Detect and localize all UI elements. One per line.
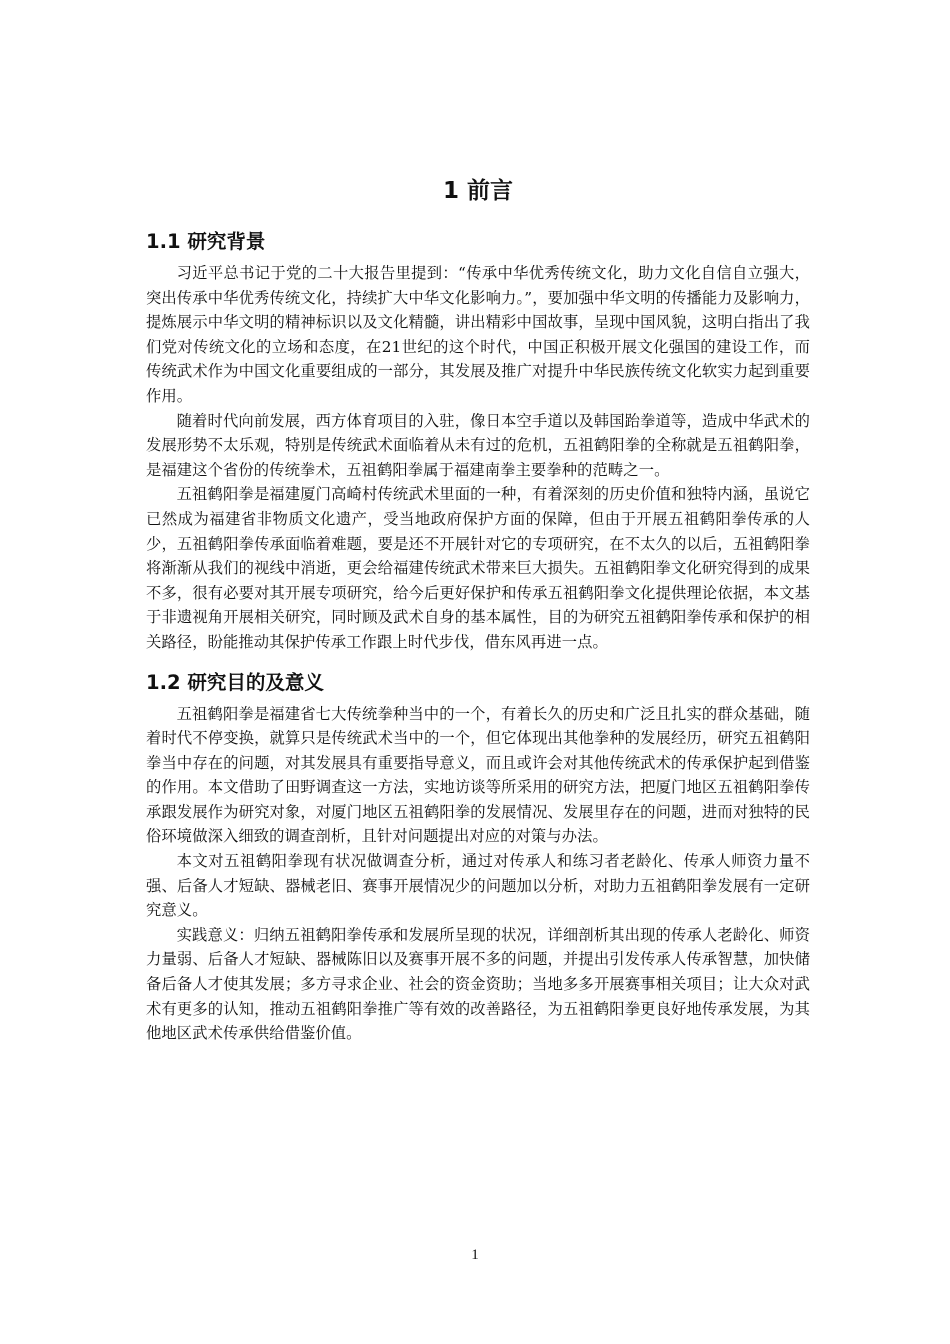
- section-body-1-2: [146, 702, 810, 1046]
- paragraph: 五祖鹤阳拳是福建省七大传统拳种当中的一个，有着长久的历史和广泛且扎实的群众基础，随着时代不停变换，就算只是传统武术当中的一个，但它体现出其他拳种的发展经历，研究五祖鹤阳拳当中存在的问题，对其发展具有重要指导意义，而且或许会对其他传统武术的传承保护起到借鉴的作用。本文借助了田野调查这一方法，实地访谈等所采用的研究方法，把厦门地区五祖鹤阳拳传承跟发展作为研究对象，对厦门地区五祖鹤阳拳的发展情况、发展里存在的问题，进而对独特的民俗环境做深入细致的调查剖析，且针对问题提出对应的对策与办法。: [146, 704, 810, 846]
- page-content: [146, 175, 810, 1046]
- paragraph: 实践意义：归纳五祖鹤阳拳传承和发展所呈现的状况，详细剖析其出现的传承人老龄化、师资力量弱、后备人才短缺、器械陈旧以及赛事开展不多的问题，并提出引发传承人传承智慧，加快储备后备人才使其发展；多方寻求企业、社会的资金资助；当地多多开展赛事相关项目；让大众对武术有更多的认知，推动五祖鹤阳拳推广等有效的改善路径，为五祖鹤阳拳更良好地传承发展，为其他地区武术传承供给借鉴价值。: [146, 925, 810, 1043]
- paragraph: 本文对五祖鹤阳拳现有状况做调查分析，通过对传承人和练习者老龄化、传承人师资力量不强、后备人才短缺、器械老旧、赛事开展情况少的问题加以分析，对助力五祖鹤阳拳发展有一定研究意义。: [146, 852, 810, 920]
- chapter-title: 1 前言: [442, 178, 513, 204]
- section-heading-1-2: 1.2 研究目的及意义: [146, 670, 324, 694]
- page-number: 1: [471, 1247, 479, 1263]
- paragraph: 五祖鹤阳拳是福建厦门高崎村传统武术里面的一种，有着深刻的历史价值和独特内涵，虽说它已然成为福建省非物质文化遗产，受当地政府保护方面的保障，但由于开展五祖鹤阳拳传承的人少，五祖鹤阳拳传承面临着难题，要是还不开展针对它的专项研究，在不太久的以后，五祖鹤阳拳将渐渐从我们的视线中消逝，更会给福建传统武术带来巨大损失。五祖鹤阳拳文化研究得到的成果不多，很有必要对其开展专项研究，给今后更好保护和传承五祖鹤阳拳文化提供理论依据，本文基于非遗视角开展相关研究，同时顾及武术自身的基本属性，目的为研究五祖鹤阳拳传承和保护的相关路径，盼能推动其保护传承工作跟上时代步伐，借东风再进一点。: [146, 485, 810, 651]
- section-body-1-1: [146, 261, 810, 655]
- section-heading-1-1: 1.1 研究背景: [146, 230, 266, 253]
- paragraph: 习近平总书记于党的二十大报告里提到：“传承中华优秀传统文化，助力文化自信自立强大，突出传承中华优秀传统文化，持续扩大中华文化影响力。”，要加强中华文明的传播能力及影响力，提炼展示中华文明的精神标识以及文化精髓，讲出精彩中国故事，呈现中国风貌，这明白指出了我们党对传统文化的立场和态度，在21世纪的这个时代，中国正积极开展文化强国的建设工作，而传统武术作为中国文化重要组成的一部分，其发展及推广对提升中华民族传统文化软实力起到重要作用。: [146, 264, 810, 405]
- paragraph: 随着时代向前发展，西方体育项目的入驻，像日本空手道以及韩国跆拳道等，造成中华武术的发展形势不太乐观，特别是传统武术面临着从未有过的危机，五祖鹤阳拳的全称就是五祖鹤阳拳，是福建这个省份的传统拳术，五祖鹤阳拳属于福建南拳主要拳种的范畴之一。: [146, 411, 810, 479]
